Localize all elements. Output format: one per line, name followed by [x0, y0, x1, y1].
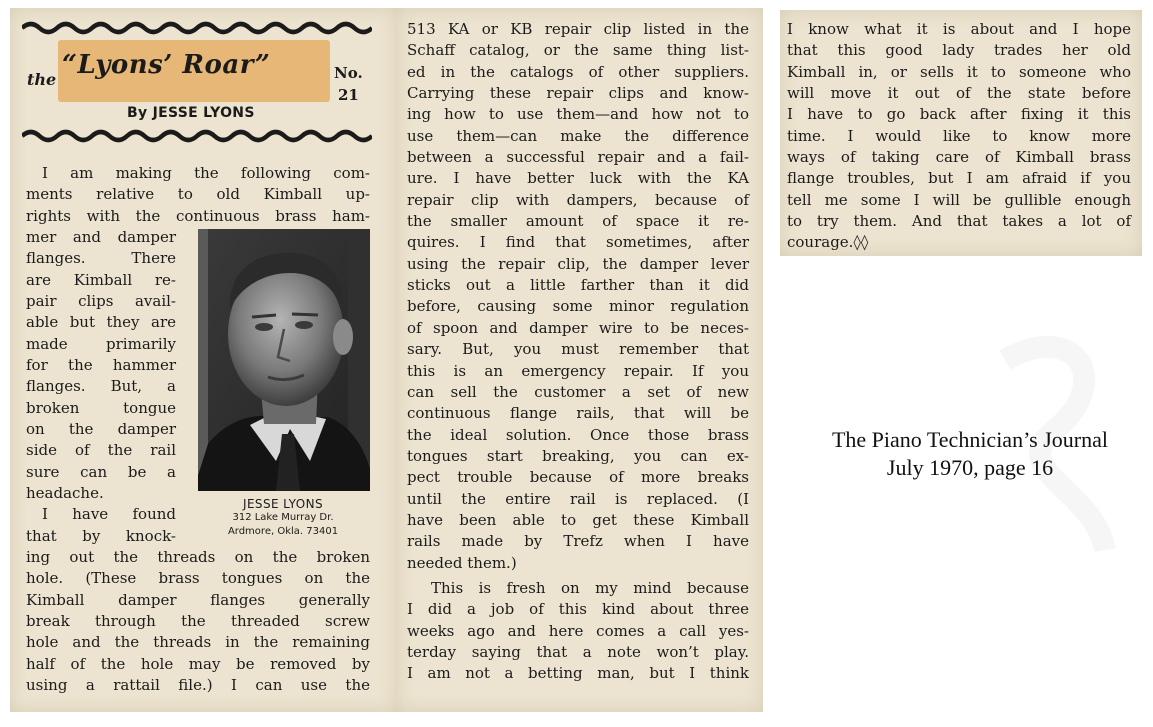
text-line: half of the hole may be removed by: [26, 654, 370, 673]
text-line: continuous flange rails, that will be: [407, 404, 749, 423]
text-line: side of the rail: [26, 441, 176, 460]
text-line: Kimball damper flanges generally: [26, 590, 370, 609]
text-line: headache.: [26, 484, 104, 503]
issue-label: No.: [334, 64, 363, 82]
text-line: rails made by Trefz when I have: [407, 532, 749, 551]
text-line: ways of taking care of Kimball brass: [787, 148, 1131, 167]
text-line: I have to go back after fixing it this: [787, 105, 1131, 124]
caption-city: Ardmore, Okla. 73401: [227, 526, 339, 537]
text-line: sure can be a: [26, 462, 176, 481]
text-line: I have found: [42, 505, 176, 524]
column-title: “Lyons’ Roar”: [62, 50, 271, 80]
text-line: 513 KA or KB repair clip listed in the: [407, 20, 749, 38]
text-line: Kimball in, or sells it to someone who: [787, 62, 1131, 81]
photo-caption: [198, 497, 368, 539]
text-line: flange troubles, but I am afraid if you: [787, 169, 1131, 188]
text-line: this is an emergency repair. If you: [407, 361, 749, 380]
text-line: This is fresh on my mind because: [431, 578, 749, 597]
column-1-narrow-text: [26, 227, 176, 547]
text-line: on the damper: [26, 420, 176, 439]
text-line: needed them.): [407, 553, 517, 572]
citation-journal: The Piano Technician’s Journal: [831, 427, 1109, 452]
text-line: ure. I have better luck with the KA: [407, 169, 749, 188]
text-line: tell me some I will be gullible enough: [787, 190, 1131, 209]
text-line: I did a job of this kind about three: [407, 600, 749, 619]
text-line: weeks ago and here comes a call yes-: [407, 621, 749, 640]
column-title-block: [22, 40, 372, 112]
text-line: between a successful repair and a fail-: [407, 148, 749, 167]
caption-name: JESSE LYONS: [243, 497, 323, 511]
text-line: I am making the following com-: [42, 164, 370, 182]
text-line: have been able to get these Kimball: [407, 510, 749, 529]
column-1-top-text: [26, 163, 370, 227]
journal-citation: [770, 426, 1153, 482]
text-line: that by knock-: [26, 526, 176, 545]
text-line: ing how to use them—and how not to: [407, 105, 749, 124]
text-line: made primarily: [26, 334, 176, 353]
text-line: break through the threaded screw: [26, 612, 370, 631]
text-line: Schaff catalog, or the same thing list-: [407, 41, 749, 60]
text-line: hole and the threads in the remaining: [26, 633, 370, 652]
text-line: I know what it is about and I hope: [787, 20, 1131, 38]
text-line: the smaller amount of space it re-: [407, 212, 749, 231]
text-line: courage.◊◊: [787, 233, 869, 252]
issue-number: 21: [338, 86, 359, 104]
text-line: the ideal solution. Once those brass: [407, 425, 749, 444]
text-line: using a rattail file.) I can use the: [26, 676, 370, 695]
bottom-wavy-rule: [22, 128, 372, 144]
text-line: to try them. And that takes a lot of: [787, 212, 1131, 231]
text-line: Carrying these repair clips and know-: [407, 84, 749, 103]
top-wavy-rule: [22, 20, 372, 36]
column-3-text: [787, 19, 1131, 254]
text-line: of spoon and damper wire to be neces-: [407, 318, 749, 337]
text-line: use them—can make the difference: [407, 126, 749, 145]
text-line: rights with the continuous brass ham-: [26, 206, 370, 225]
title-prefix: the: [27, 70, 57, 89]
citation-date-page: July 1970, page 16: [886, 455, 1054, 480]
text-line: ing out the threads on the broken: [26, 548, 370, 566]
text-line: using the repair clip, the damper lever: [407, 254, 749, 273]
text-line: can sell the customer a set of new: [407, 382, 749, 401]
text-line: able but they are: [26, 313, 176, 332]
text-line: sary. But, you must remember that: [407, 340, 749, 359]
text-line: tongues start breaking, you can ex-: [407, 446, 749, 465]
text-line: terday saying that a note won’t play.: [407, 642, 749, 661]
author-photo: [198, 229, 370, 491]
text-line: pair clips avail-: [26, 292, 176, 311]
portrait-image: [198, 229, 370, 491]
text-line: time. I would like to know more: [787, 126, 1131, 145]
column-2-text: [407, 19, 749, 685]
column-1-bottom-text: [26, 547, 370, 696]
text-line: sticks out a little farther than it did: [407, 276, 749, 295]
text-line: are Kimball re-: [26, 270, 176, 289]
text-line: before, causing some minor regulation: [407, 297, 749, 316]
byline: By JESSE LYONS: [127, 105, 255, 121]
text-line: ed in the catalogs of other suppliers.: [407, 62, 749, 81]
text-line: mer and damper: [26, 228, 176, 246]
text-line: repair clip with dampers, because of: [407, 190, 749, 209]
text-line: I am not a betting man, but I think: [407, 664, 749, 683]
text-line: quires. I find that sometimes, after: [407, 233, 749, 252]
text-line: ments relative to old Kimball up-: [26, 185, 370, 204]
caption-address: 312 Lake Murray Dr.: [232, 512, 334, 523]
text-line: broken tongue: [26, 398, 176, 417]
text-line: hole. (These brass tongues on the: [26, 569, 370, 588]
text-line: flanges. There: [26, 249, 176, 268]
text-line: pect trouble because of more breaks: [407, 468, 749, 487]
text-line: will move it out of the state before: [787, 84, 1131, 103]
text-line: that this good lady trades her old: [787, 41, 1131, 60]
text-line: flanges. But, a: [26, 377, 176, 396]
text-line: for the hammer: [26, 356, 176, 375]
text-line: until the entire rail is replaced. (I: [407, 489, 749, 508]
